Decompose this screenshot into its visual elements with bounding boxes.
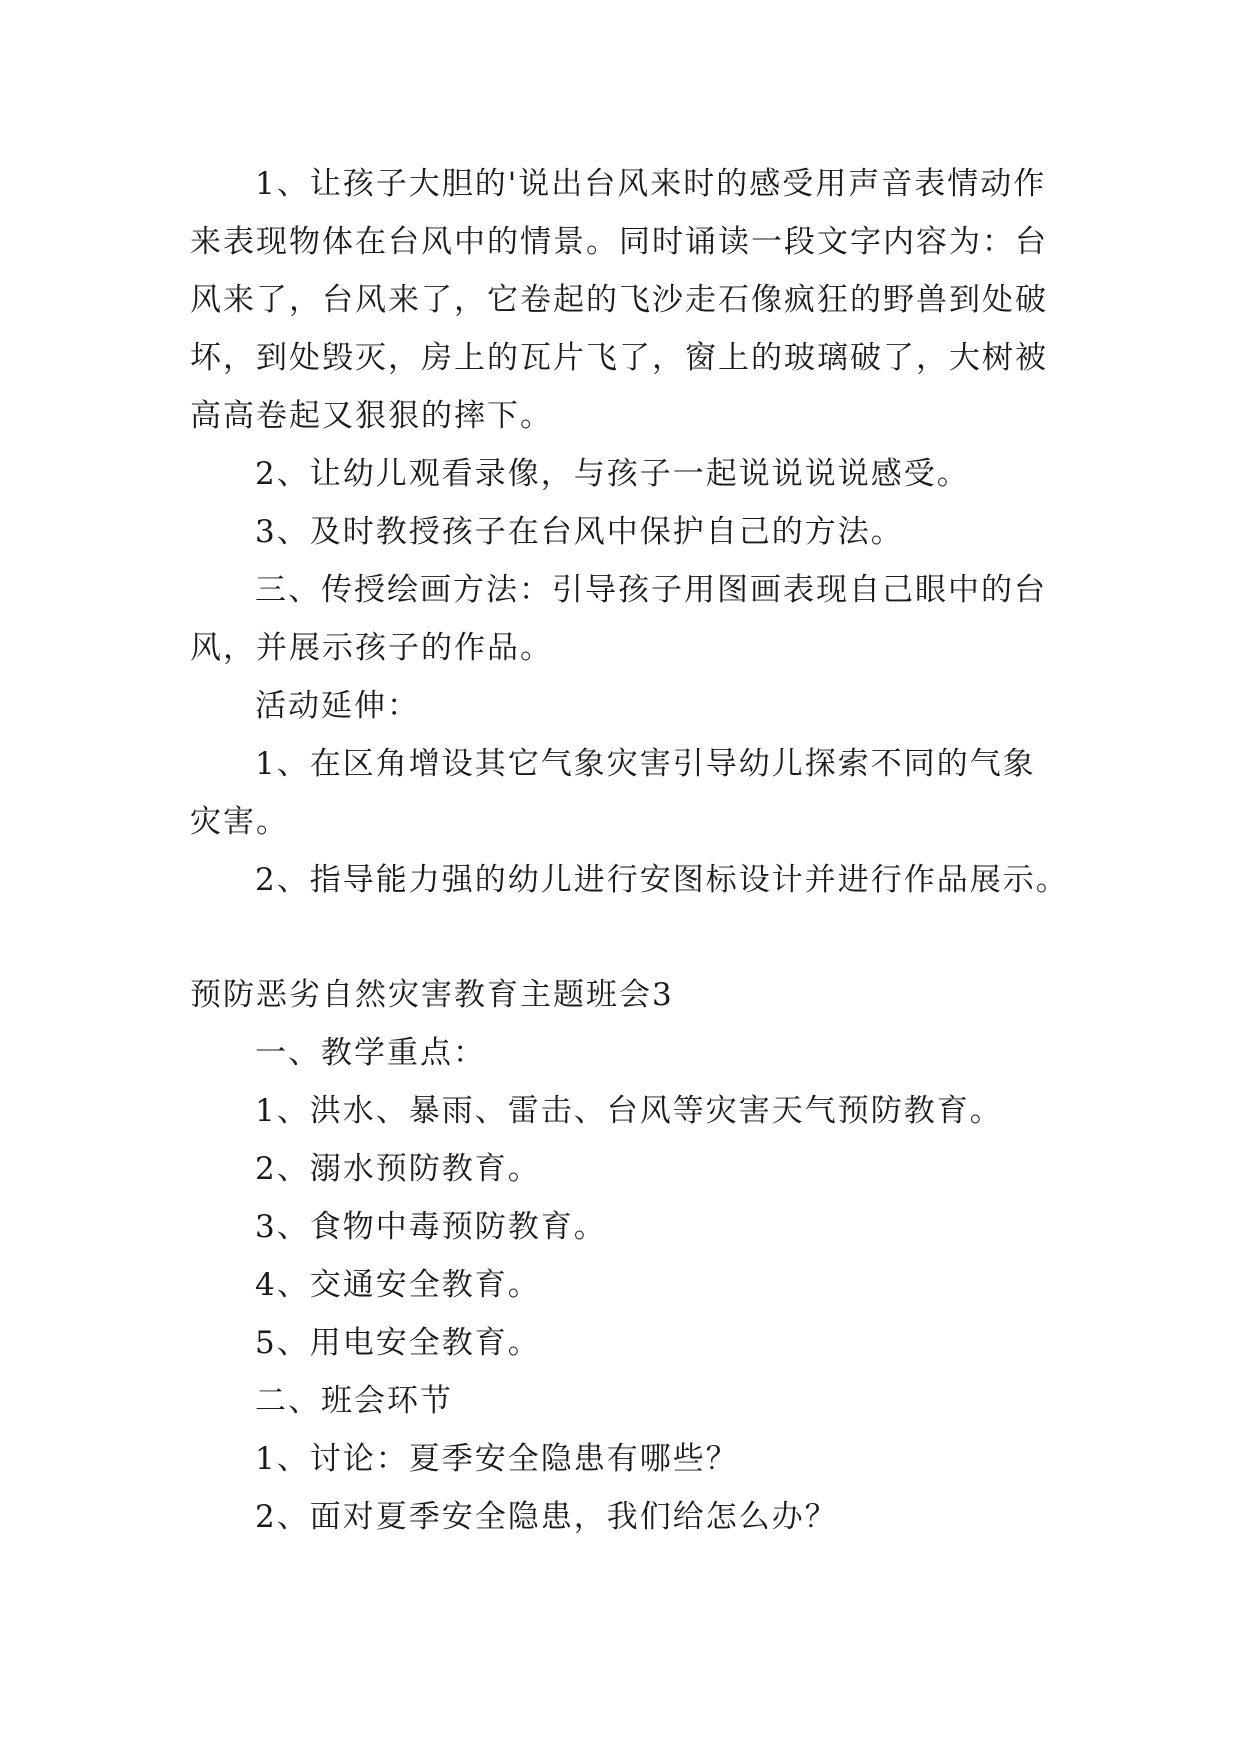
paragraph-line: 1、让孩子大胆的'说出台风来时的感受用声音表情动作 bbox=[255, 166, 1047, 202]
list-item: 4、交通安全教育。 bbox=[255, 1267, 541, 1303]
paragraph-line: 来表现物体在台风中的情景。同时诵读一段文字内容为：台 bbox=[190, 224, 1048, 260]
paragraph-line: 坏，到处毁灭，房上的瓦片飞了，窗上的玻璃破了，大树被 bbox=[190, 340, 1048, 376]
paragraph-line: 2、指导能力强的幼儿进行安图标设计并进行作品展示。 bbox=[255, 862, 1069, 898]
paragraph-line: 1、在区角增设其它气象灾害引导幼儿探索不同的气象 bbox=[255, 746, 1036, 782]
paragraph-line: 灾害。 bbox=[190, 804, 289, 840]
paragraph-line: 风，并展示孩子的作品。 bbox=[190, 630, 553, 666]
paragraph-line: 三、传授绘画方法：引导孩子用图画表现自己眼中的台 bbox=[255, 572, 1047, 608]
paragraph-line: 3、及时教授孩子在台风中保护自己的方法。 bbox=[255, 514, 904, 550]
paragraph-line: 高高卷起又狠狠的摔下。 bbox=[190, 398, 553, 434]
list-item: 3、食物中毒预防教育。 bbox=[255, 1209, 607, 1245]
list-item: 1、洪水、暴雨、雷击、台风等灾害天气预防教育。 bbox=[255, 1093, 1003, 1129]
list-item: 2、溺水预防教育。 bbox=[255, 1151, 541, 1187]
paragraph-line: 2、让幼儿观看录像，与孩子一起说说说说感受。 bbox=[255, 456, 970, 492]
list-item: 1、讨论：夏季安全隐患有哪些？ bbox=[255, 1441, 739, 1477]
paragraph-line: 风来了，台风来了，它卷起的飞沙走石像疯狂的野兽到处破 bbox=[190, 282, 1048, 318]
list-item: 5、用电安全教育。 bbox=[255, 1325, 541, 1361]
paragraph-line: 一、教学重点： bbox=[255, 1035, 486, 1071]
paragraph-line: 活动延伸： bbox=[255, 688, 420, 724]
list-item: 2、面对夏季安全隐患，我们给怎么办？ bbox=[255, 1499, 838, 1535]
paragraph-line: 二、班会环节 bbox=[255, 1383, 453, 1419]
section-title: 预防恶劣自然灾害教育主题班会3 bbox=[190, 977, 674, 1013]
